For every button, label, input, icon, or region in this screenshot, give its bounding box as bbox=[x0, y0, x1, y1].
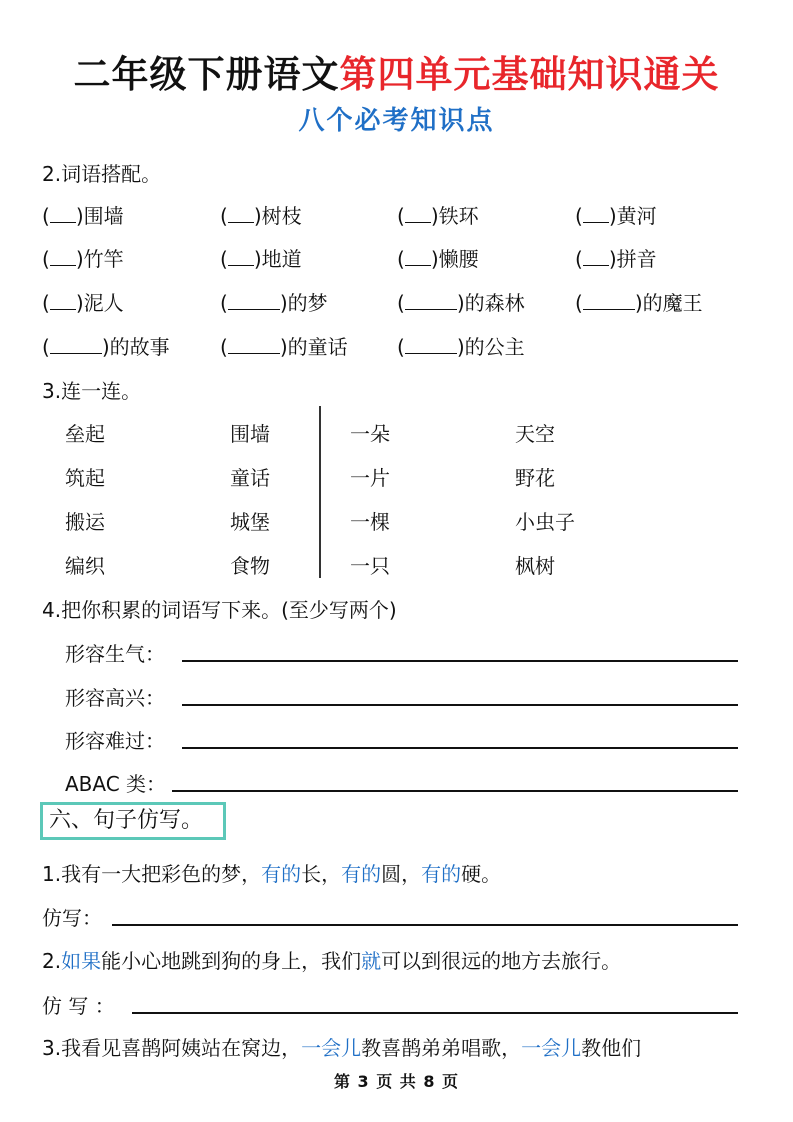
sentence-3: 3.我看见喜鹊阿姨站在窝边，一会儿教喜鹊弟弟唱歌，一会儿教他们 bbox=[42, 1036, 642, 1060]
q2-item: ( )懒腰 bbox=[397, 247, 479, 271]
q2-item: ( )泥人 bbox=[42, 291, 124, 315]
keyword: 如果 bbox=[61, 949, 102, 973]
keyword: 就 bbox=[361, 949, 382, 973]
page-number: 第 3 页 共 8 页 bbox=[333, 1072, 460, 1091]
keyword: 有的 bbox=[421, 862, 462, 886]
keyword: 一会儿 bbox=[301, 1036, 362, 1060]
q3-col3-word: 一片 bbox=[350, 466, 390, 490]
q3-col3-word: 一朵 bbox=[350, 422, 390, 446]
q2-item: ( )竹竿 bbox=[42, 247, 124, 271]
q2-item: ( )的童话 bbox=[220, 335, 348, 359]
q4-label: 形容生气： bbox=[65, 642, 165, 666]
q3-col4-word: 小虫子 bbox=[515, 510, 575, 534]
q2-heading: 2.词语搭配。 bbox=[42, 162, 162, 186]
imitate-answer-line[interactable] bbox=[132, 1012, 738, 1014]
page-title bbox=[0, 44, 793, 98]
q3-col3-word: 一只 bbox=[350, 554, 390, 578]
q3-heading: 3.连一连。 bbox=[42, 379, 142, 403]
q3-col4-word: 枫树 bbox=[515, 554, 555, 578]
q4-answer-line[interactable] bbox=[182, 660, 738, 662]
q4-label: ABAC 类： bbox=[65, 772, 167, 796]
q3-col4-word: 天空 bbox=[515, 422, 555, 446]
q2-item: ( )地道 bbox=[220, 247, 302, 271]
q3-col1-word: 垒起 bbox=[65, 422, 105, 446]
q3-col2-word: 童话 bbox=[230, 466, 270, 490]
title-unit: 第四单元基础知识通关 bbox=[339, 53, 720, 96]
q2-item: ( )拼音 bbox=[575, 247, 657, 271]
q2-item: ( )的魔王 bbox=[575, 291, 703, 315]
q2-item: ( )的森林 bbox=[397, 291, 525, 315]
page-subtitle: 八个必考知识点 bbox=[298, 106, 495, 136]
q3-col3-word: 一棵 bbox=[350, 510, 390, 534]
q4-answer-line[interactable] bbox=[182, 747, 738, 749]
q2-item: ( )铁环 bbox=[397, 204, 479, 228]
q4-answer-line[interactable] bbox=[172, 790, 738, 792]
q3-col1-word: 编织 bbox=[65, 554, 105, 578]
keyword: 有的 bbox=[261, 862, 302, 886]
q3-col2-word: 食物 bbox=[230, 554, 270, 578]
keyword: 一会儿 bbox=[521, 1036, 582, 1060]
q3-col4-word: 野花 bbox=[515, 466, 555, 490]
q4-answer-line[interactable] bbox=[182, 704, 738, 706]
q2-item: ( )黄河 bbox=[575, 204, 657, 228]
q2-item: ( )树枝 bbox=[220, 204, 302, 228]
imitate-answer-line[interactable] bbox=[112, 924, 738, 926]
q4-label: 形容难过： bbox=[65, 729, 165, 753]
q3-col2-word: 围墙 bbox=[230, 422, 270, 446]
q3-col1-word: 搬运 bbox=[65, 510, 105, 534]
q2-item: ( )的故事 bbox=[42, 335, 170, 359]
q2-item: ( )的梦 bbox=[220, 291, 328, 315]
section-six-title: 六、句子仿写。 bbox=[40, 802, 226, 840]
q3-col1-word: 筑起 bbox=[65, 466, 105, 490]
q4-label: 形容高兴： bbox=[65, 686, 165, 710]
title-grade: 二年级下册语文 bbox=[73, 53, 340, 96]
q4-heading: 4.把你积累的词语写下来。(至少写两个) bbox=[42, 598, 397, 622]
sentence-2: 2.如果能小心地跳到狗的身上，我们就可以到很远的地方去旅行。 bbox=[42, 949, 622, 973]
imitate-label-1: 仿写： bbox=[42, 906, 102, 930]
q2-item: ( )的公主 bbox=[397, 335, 525, 359]
keyword: 有的 bbox=[341, 862, 382, 886]
q3-col2-word: 城堡 bbox=[230, 510, 270, 534]
q3-divider bbox=[319, 406, 321, 578]
imitate-label-2: 仿 写 ： bbox=[42, 994, 115, 1018]
q2-item: ( )围墙 bbox=[42, 204, 124, 228]
sentence-1: 1.我有一大把彩色的梦，有的长，有的圆，有的硬。 bbox=[42, 862, 502, 886]
